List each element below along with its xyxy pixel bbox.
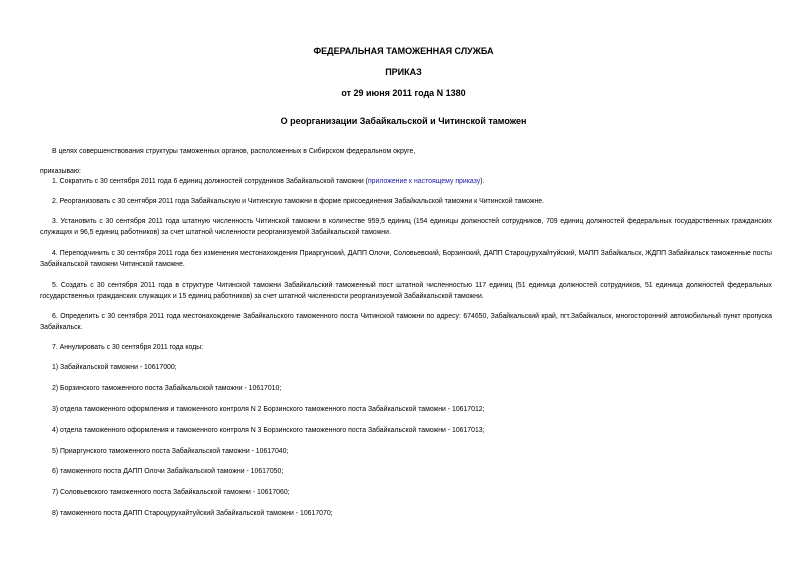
item-1-text: 1. Сократить с 30 сентября 2011 года 6 единиц должностей сотрудников Забайкальской таможни ( xyxy=(52,178,368,185)
item-6: 6. Определить с 30 сентября 2011 года местонахождение Забайкальского таможенного поста Читинской таможни по адресу: 674650, Забайкальский край, пгт.Забайкальск, многосторонний автомобильный пункт пропуска Забайкальск. xyxy=(40,313,772,331)
document-title: О реорганизации Забайкальской и Читинской таможен xyxy=(280,116,527,126)
item-1-end: ). xyxy=(480,178,485,185)
item-3: 3. Установить с 30 сентября 2011 года штатную численность Читинской таможни в количестве 959,5 единиц (154 единицы должностей сотрудников, 709 единиц должностей федеральных государственных гражданских служащих и 96,5 единиц работников) за счет штатной численности реорганизуемой Забайкальской таможни. xyxy=(40,218,772,236)
code-item: 5) Приаргунского таможенного поста Забайкальской таможни - 10617040; xyxy=(52,448,289,455)
code-item: 7) Соловьевского таможенного поста Забайкальской таможни - 10617060; xyxy=(52,489,290,496)
code-item: 8) таможенного поста ДАПП Староцурухайтуйский Забайкальской таможни - 10617070; xyxy=(52,510,333,517)
item-2: 2. Реорганизовать с 30 сентября 2011 года Забайкальскую и Читинскую таможни в форме присоединения Забайкальской таможни к Читинской таможне. xyxy=(52,198,545,205)
code-item: 1) Забайкальской таможни - 10617000; xyxy=(52,364,177,371)
appendix-link[interactable]: приложение к настоящему приказу xyxy=(367,178,481,185)
item-7: 7. Аннулировать с 30 сентября 2011 года коды: xyxy=(52,344,204,351)
item-4: 4. Переподчинить с 30 сентября 2011 года без изменения местонахождения Приаргунский, ДАПП Олочи, Соловьевский, Борзинский, ДАПП Староцурухайтуйский, МАПП Забайкальск, ЖДПП Забайкальск таможенные посты Забайкальской таможни Читинской таможне. xyxy=(40,250,772,268)
code-item: 2) Борзинского таможенного поста Забайкальской таможни - 10617010; xyxy=(52,385,282,392)
document-date-number: от 29 июня 2011 года N 1380 xyxy=(341,88,466,98)
code-item: 6) таможенного поста ДАПП Олочи Забайкальской таможни - 10617050; xyxy=(52,468,284,475)
order-word: приказываю: xyxy=(40,168,81,175)
item-5: 5. Создать с 30 сентября 2011 года в структуре Читинской таможни Забайкальский таможенный пост штатной численностью 117 единиц (51 единица должностей сотрудников, 51 единица должностей федеральных государственных гражданских служащих и 15 единиц работников) за счет штатной численности реорганизуемой Забайкальской таможни. xyxy=(40,282,772,300)
item-1 xyxy=(52,176,484,187)
agency-name: ФЕДЕРАЛЬНАЯ ТАМОЖЕННАЯ СЛУЖБА xyxy=(313,46,494,56)
document-type: ПРИКАЗ xyxy=(385,67,422,77)
code-item: 4) отдела таможенного оформления и таможенного контроля N 3 Борзинского таможенного поста Забайкальской таможни - 10617013; xyxy=(52,427,485,434)
preamble: В целях совершенствования структуры таможенных органов, расположенных в Сибирском федеральном округе, xyxy=(52,148,416,155)
code-item: 3) отдела таможенного оформления и таможенного контроля N 2 Борзинского таможенного поста Забайкальской таможни - 10617012; xyxy=(52,406,485,413)
